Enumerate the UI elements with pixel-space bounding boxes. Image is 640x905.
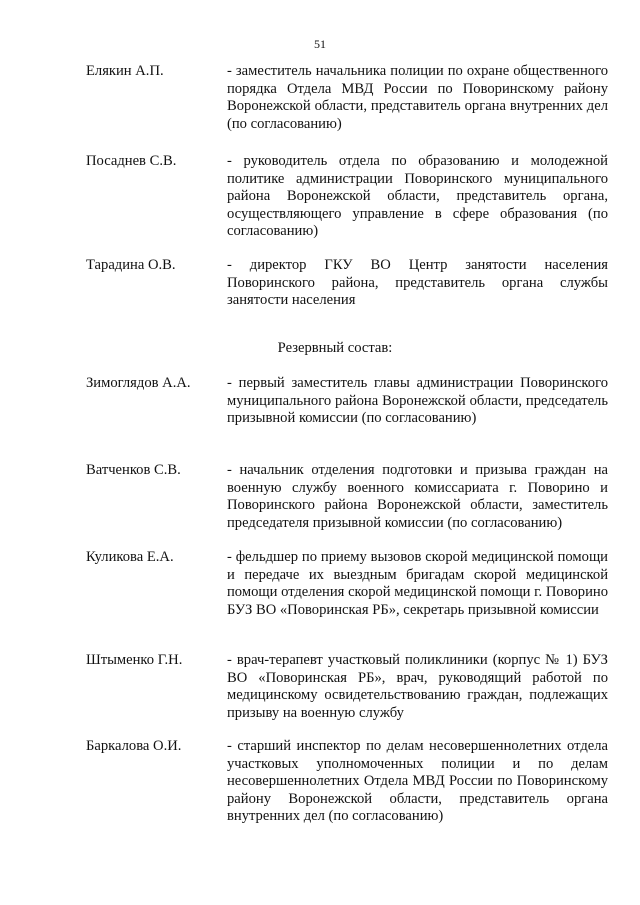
member-name: Елякин А.П. bbox=[86, 63, 164, 79]
member-description: - заместитель начальника полиции по охране общественного порядка Отдела МВД России по Поворинскому району Воронежской области, представитель органа внутренних дел (по согласованию) bbox=[227, 63, 608, 132]
reserve-member-name: Штыменко Г.Н. bbox=[86, 652, 183, 668]
reserve-member-description: - начальник отделения подготовки и призыва граждан на военную службу военного комиссариата г. Поворино и Поворинского района Воронежской области, заместитель председателя призывной комиссии (по согласованию) bbox=[227, 462, 608, 531]
reserve-member-name: Баркалова О.И. bbox=[86, 738, 182, 754]
reserve-member-description: - первый заместитель главы администрации Поворинского муниципального района Воронежской области, председатель призывной комиссии (по согласованию) bbox=[227, 375, 608, 427]
page-number: 51 bbox=[314, 37, 326, 51]
reserve-member-name: Зимоглядов А.А. bbox=[86, 375, 191, 391]
reserve-member-name: Ватченков С.В. bbox=[86, 462, 181, 478]
member-description: - руководитель отдела по образованию и молодежной политике администрации Поворинского муниципального района Воронежской области, представитель органа, осуществляющего управление в сфере образования (по согласованию) bbox=[227, 153, 608, 240]
reserve-member-description: - старший инспектор по делам несовершеннолетних отдела участковых уполномоченных полиции и по делам несовершеннолетних Отдела МВД России по Поворинскому району Воронежской области, представитель органа внутренних дел (по согласованию) bbox=[227, 738, 608, 825]
member-description: - директор ГКУ ВО Центр занятости населения Поворинского района, представитель органа службы занятости населения bbox=[227, 257, 608, 309]
reserve-member-description: - фельдшер по приему вызовов скорой медицинской помощи и передаче их выездным бригадам скорой медицинской помощи отделения скорой медицинской помощи г. Поворино БУЗ ВО «Поворинская РБ», секретарь призывной комиссии bbox=[227, 549, 608, 618]
member-name: Посаднев С.В. bbox=[86, 153, 177, 169]
reserve-member-description: - врач-терапевт участковый поликлиники (корпус № 1) БУЗ ВО «Поворинская РБ», врач, руководящий работой по медицинскому освидетельствованию граждан, подлежащих призыву на военную службу bbox=[227, 652, 608, 721]
reserve-heading: Резервный состав: bbox=[277, 340, 393, 356]
reserve-member-name: Куликова Е.А. bbox=[86, 549, 174, 565]
member-name: Тарадина О.В. bbox=[86, 257, 176, 273]
